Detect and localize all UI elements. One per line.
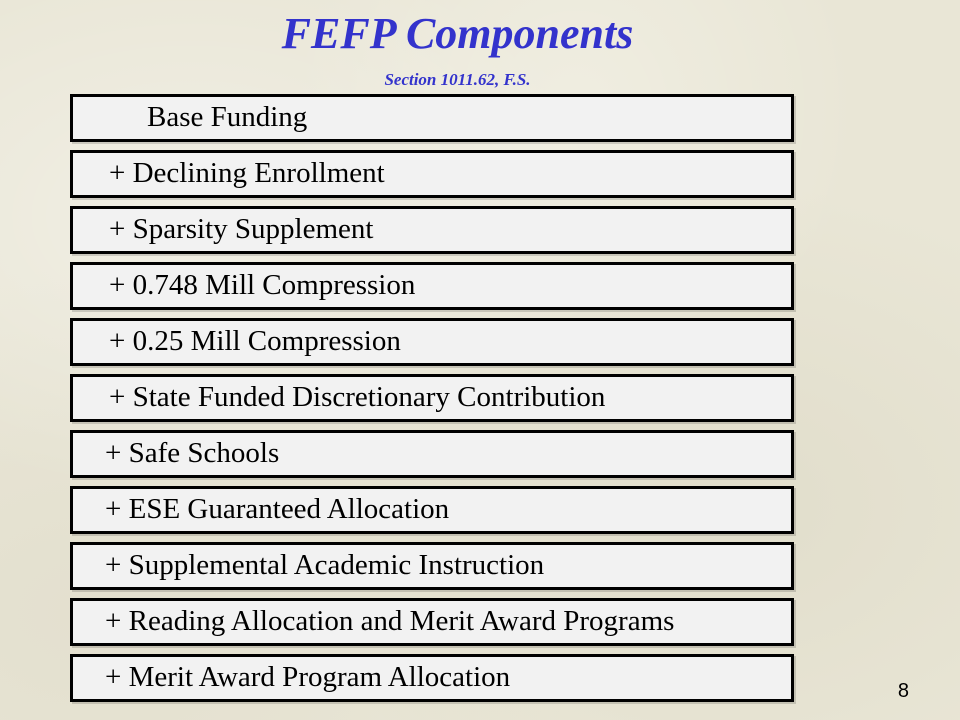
component-sparsity-supplement: + Sparsity Supplement bbox=[70, 206, 794, 254]
component-025-mill-compression: + 0.25 Mill Compression bbox=[70, 318, 794, 366]
slide-subtitle: Section 1011.62, F.S. bbox=[384, 70, 531, 89]
fefp-component-list bbox=[70, 94, 794, 710]
slide-title: FEFP Components bbox=[281, 9, 634, 58]
component-base-funding: Base Funding bbox=[70, 94, 794, 142]
component-merit-award-program-allocation: + Merit Award Program Allocation bbox=[70, 654, 794, 702]
component-reading-allocation-merit-award: + Reading Allocation and Merit Award Programs bbox=[70, 598, 794, 646]
component-ese-guaranteed-allocation: + ESE Guaranteed Allocation bbox=[70, 486, 794, 534]
page-number: 8 bbox=[897, 680, 909, 702]
component-safe-schools: + Safe Schools bbox=[70, 430, 794, 478]
component-declining-enrollment: + Declining Enrollment bbox=[70, 150, 794, 198]
component-state-funded-discretionary-contribution: + State Funded Discretionary Contribution bbox=[70, 374, 794, 422]
component-0748-mill-compression: + 0.748 Mill Compression bbox=[70, 262, 794, 310]
component-supplemental-academic-instruction: + Supplemental Academic Instruction bbox=[70, 542, 794, 590]
